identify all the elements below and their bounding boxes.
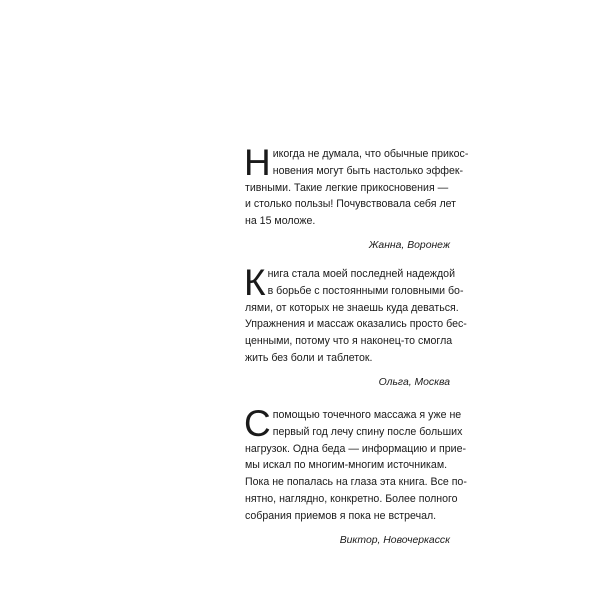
review-line: на 15 моложе.	[245, 215, 316, 228]
review-line: икогда не думала, что обычные прикос-	[272, 148, 469, 160]
review-text	[244, 142, 469, 230]
review-line: первый год лечу спину после больших	[272, 425, 463, 438]
drop-cap: К	[244, 262, 266, 303]
review-1	[244, 142, 469, 251]
review-line: мы искал по многим-многим источникам.	[245, 459, 448, 472]
drop-cap: С	[244, 403, 271, 444]
review-author: Виктор, Новочеркасск	[339, 534, 450, 546]
review-line: тивными. Такие легкие прикосновения —	[245, 181, 449, 194]
review-text	[244, 403, 467, 525]
review-line: помощью точечного массажа я уже не	[272, 409, 462, 421]
review-line: нятно, наглядно, конкретно. Более полного	[245, 492, 458, 505]
review-line: нагрузок. Одна беда — информацию и прие-	[245, 442, 467, 455]
review-line: лями, от которых не знаешь куда деваться.	[245, 301, 459, 314]
review-text	[244, 262, 467, 367]
review-line: в борьбе с постоянными головными бо-	[267, 284, 464, 297]
review-line: Пока не попалась на глаза эта книга. Все по-	[245, 476, 467, 489]
review-author: Жанна, Воронеж	[368, 239, 450, 251]
review-line: нига стала моей последней надеждой	[267, 268, 455, 280]
review-author: Ольга, Москва	[378, 376, 450, 388]
review-line: ценными, потому что я наконец-то смогла	[245, 335, 453, 348]
review-line: новения могут быть настолько эффек-	[272, 164, 464, 177]
review-line: жить без боли и таблеток.	[245, 351, 373, 364]
drop-cap: Н	[244, 142, 271, 183]
review-line: Упражнения и массаж оказались просто бес-	[245, 318, 467, 331]
review-line: собрания приемов я пока не встречал.	[245, 509, 437, 522]
review-2	[244, 262, 467, 388]
review-line: и столько пользы! Почувствовала себя лет	[245, 198, 457, 211]
review-3	[244, 403, 467, 546]
